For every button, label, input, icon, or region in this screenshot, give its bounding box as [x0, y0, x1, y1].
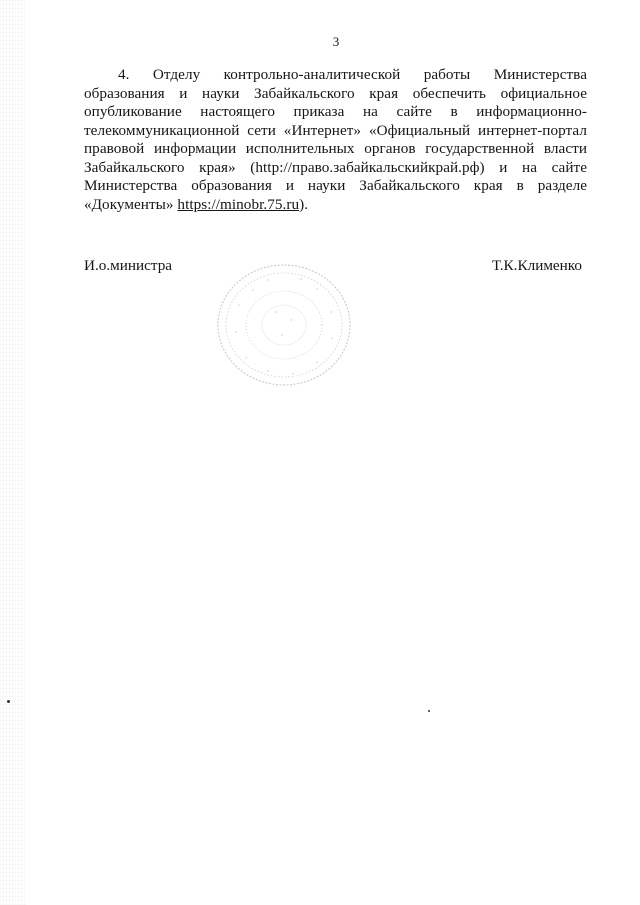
order-paragraph-4: [84, 66, 587, 214]
scan-speck: [428, 710, 430, 712]
paragraph-end: ).: [299, 195, 309, 213]
documents-link[interactable]: https://minobr.75.ru: [177, 195, 300, 213]
signer-position: И.о.министра: [84, 257, 173, 274]
page-number: 3: [332, 34, 340, 49]
scan-speck: [7, 700, 10, 703]
scan-edge-noise: [0, 0, 26, 905]
signer-name: Т.К.Клименко: [492, 257, 582, 274]
official-seal-stamp: [213, 260, 355, 390]
paragraph-text: 4. Отделу контрольно-аналитической работы Министерства образования и науки Забайкальского края обеспечить официальное опубликование настоящего приказа на сайте в информационно-телекоммуникационной сети «Интернет» «Официальный интернет-портал правовой информации исполнительных органов государственной власти Забайкальского края» (http://право.забайкальскийкрай.рф) и на сайте Министерства образования и науки Забайкальского края в разделе «Документы»: [84, 66, 587, 213]
